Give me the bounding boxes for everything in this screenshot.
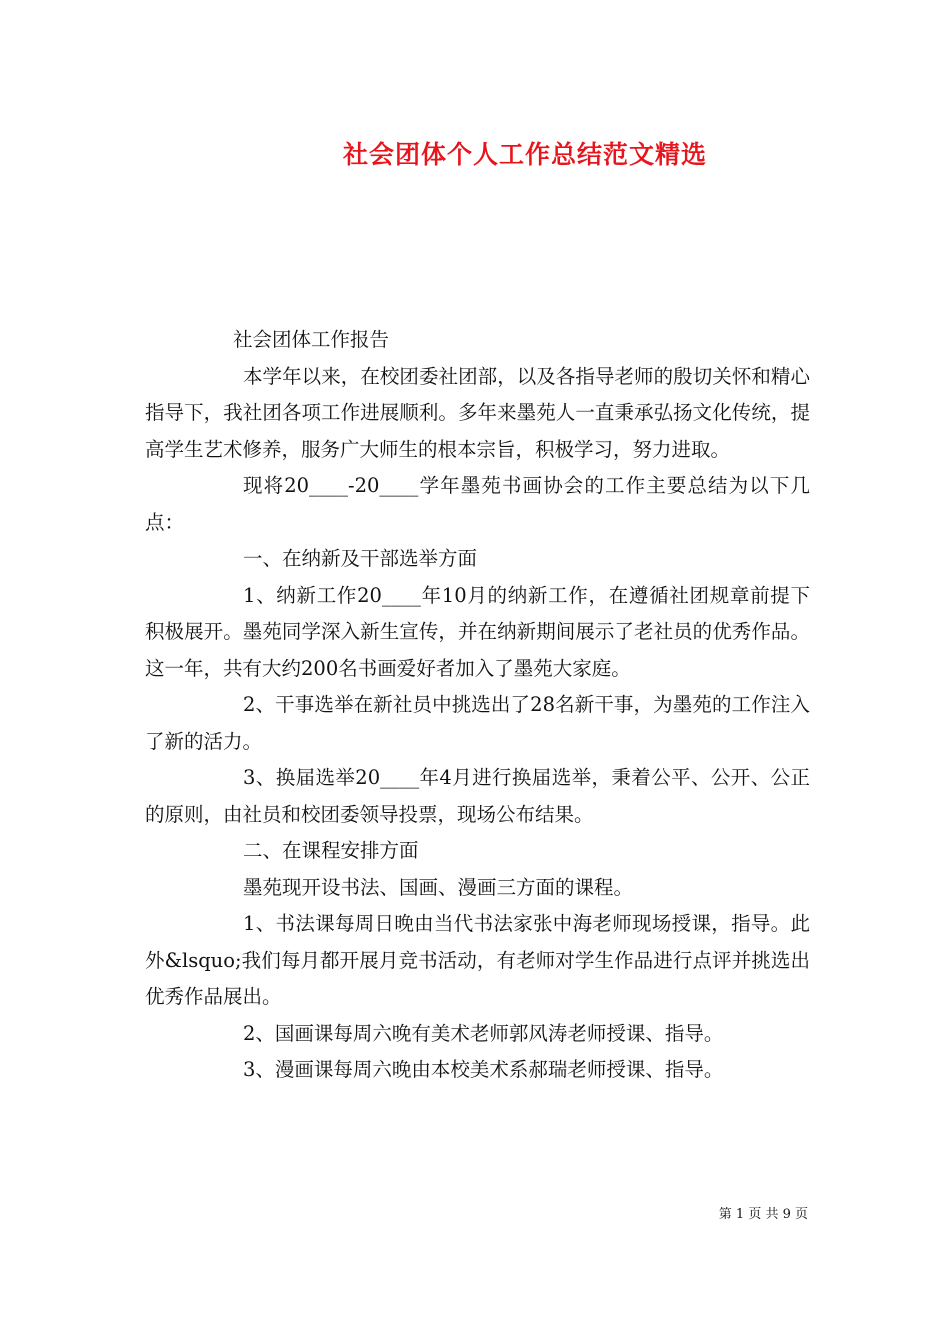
document-title: 社会团体个人工作总结范文精选 bbox=[342, 140, 707, 169]
paragraph: 1、书法课每周日晚由当代书法家张中海老师现场授课，指导。此外&lsquo;我们每月都开展月竞书活动，有老师对学生作品进行点评并挑选出优秀作品展出。 bbox=[145, 912, 810, 1008]
paragraph: 本学年以来，在校团委社团部，以及各指导老师的殷切关怀和精心指导下，我社团各项工作进展顺利。多年来墨苑人一直秉承弘扬文化传统，提高学生艺术修养，服务广大师生的根本宗旨，积极学习，努力进取。 bbox=[145, 364, 810, 461]
paragraph: 3、换届选举20____年4月进行换届选举，秉着公平、公开、公正的原则，由社员和校团委领导投票，现场公布结果。 bbox=[145, 766, 810, 826]
section-heading: 一、在纳新及干部选举方面 bbox=[243, 547, 478, 570]
paragraph: 1、纳新工作20____年10月的纳新工作，在遵循社团规章前提下积极展开。墨苑同学深入新生宣传，并在纳新期间展示了老社员的优秀作品。这一年，共有大约200名书画爱好者加入了墨苑大家庭。 bbox=[145, 583, 810, 680]
paragraph: 现将20____-20____学年墨苑书画协会的工作主要总结为以下几点： bbox=[145, 474, 810, 534]
section-heading: 社会团体工作报告 bbox=[233, 328, 390, 351]
paragraph: 2、国画课每周六晚有美术老师郭风涛老师授课、指导。 bbox=[243, 1021, 724, 1045]
section-heading: 二、在课程安排方面 bbox=[243, 839, 419, 862]
document-body bbox=[145, 322, 810, 1089]
paragraph: 2、干事选举在新社员中挑选出了28名新干事，为墨苑的工作注入了新的活力。 bbox=[145, 693, 810, 753]
paragraph: 墨苑现开设书法、国画、漫画三方面的课程。 bbox=[243, 875, 634, 899]
paragraph: 3、漫画课每周六晚由本校美术系郝瑞老师授课、指导。 bbox=[243, 1058, 724, 1081]
page-footer: 第 1 页 共 9 页 bbox=[718, 1207, 808, 1222]
